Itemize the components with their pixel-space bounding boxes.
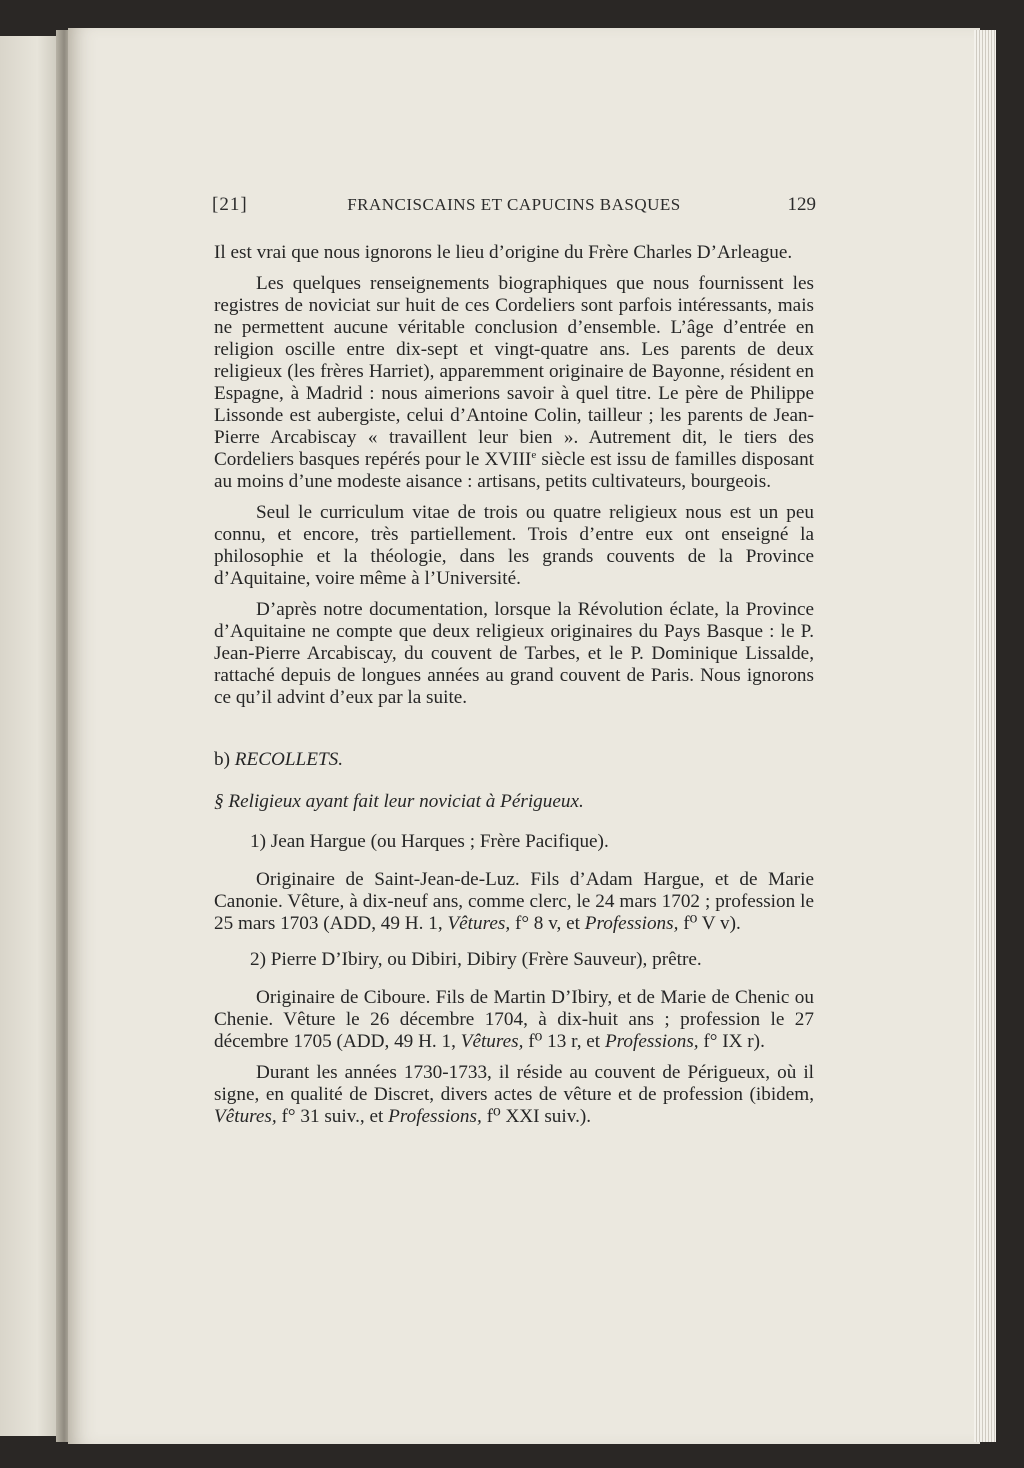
paragraph-3: Seul le curriculum vitae de trois ou quatre religieux nous est un peu connu, et encore, très partiellement. Trois d’entre eux ont enseigné la philosophie et la théologie, dans les grands couvents de la Province d’Aquitaine, voire même à l’Université.	[214, 502, 814, 589]
section-heading: b) RECOLLETS.	[214, 749, 344, 770]
paragraph-4: D’après notre documentation, lorsque la Révolution éclate, la Province d’Aquitaine ne compte que deux religieux originaires du Pays Basque : le P. Jean-Pierre Arcabiscay, du couvent de Tarbes, et le P. Dominique Lissalde, rattaché depuis de longues années au grand couvent de Paris. Nous ignorons ce qu’il advint d’eux par la suite.	[214, 599, 814, 708]
entry-1-title: 1) Jean Hargue (ou Harques ; Frère Pacifique).	[250, 831, 609, 852]
page-number: 129	[787, 194, 816, 215]
body-text	[214, 242, 814, 1137]
entry-2-paragraph-2: Durant les années 1730-1733, il réside au couvent de Périgueux, où il signe, en qualité de Discret, divers actes de vêture et de profession (ibidem, Vêtures, f° 31 suiv., et Professions, f⁰ XXI suiv.).	[214, 1062, 814, 1127]
subsection-heading: § Religieux ayant fait leur noviciat à Périgueux.	[214, 791, 584, 812]
running-header	[212, 194, 816, 224]
page-stack-edges	[974, 30, 996, 1442]
paragraph-2: Les quelques renseignements biographiques que nous fournissent les registres de noviciat sur huit de ces Cordeliers sont parfois intéressants, mais ne permettent aucune véritable conclusion d’ensemble. L’âge d’entrée en religion oscille entre dix-sept et vingt-quatre ans. Les parents de deux religieux (les frères Harriet), apparemment originaire de Bayonne, résident en Espagne, à Madrid : nous aimerions savoir à quel titre. Le père de Philippe Lissonde est aubergiste, celui d’Antoine Colin, tailleur ; les parents de Jean-Pierre Arcabiscay « travaillent leur bien ». Autrement dit, le tiers des Cordeliers basques repérés pour le XVIIIe siècle est issu de familles disposant au moins d’une modeste aisance : artisans, petits cultivateurs, bourgeois.	[214, 273, 814, 492]
entry-2-paragraph-1: Originaire de Ciboure. Fils de Martin D’Ibiry, et de Marie de Chenic ou Chenie. Vêture le 26 décembre 1704, à dix-huit ans ; profession le 27 décembre 1705 (ADD, 49 H. 1, Vêtures, f⁰ 13 r, et Professions, f° IX r).	[214, 987, 814, 1052]
left-page-edge	[0, 36, 62, 1436]
entry-1-paragraph: Originaire de Saint-Jean-de-Luz. Fils d’Adam Hargue, et de Marie Canonie. Vêture, à dix-neuf ans, comme clerc, le 24 mars 1702 ; profession le 25 mars 1703 (ADD, 49 H. 1, Vêtures, f° 8 v, et Professions, f⁰ V v).	[214, 869, 814, 934]
paragraph-1: Il est vrai que nous ignorons le lieu d’origine du Frère Charles D’Arleague.	[214, 242, 793, 263]
section-number: [21]	[212, 194, 248, 215]
running-title: FRANCISCAINS ET CAPUCINS BASQUES	[347, 195, 681, 214]
entry-2-title: 2) Pierre D’Ibiry, ou Dibiri, Dibiry (Frère Sauveur), prêtre.	[250, 949, 702, 970]
